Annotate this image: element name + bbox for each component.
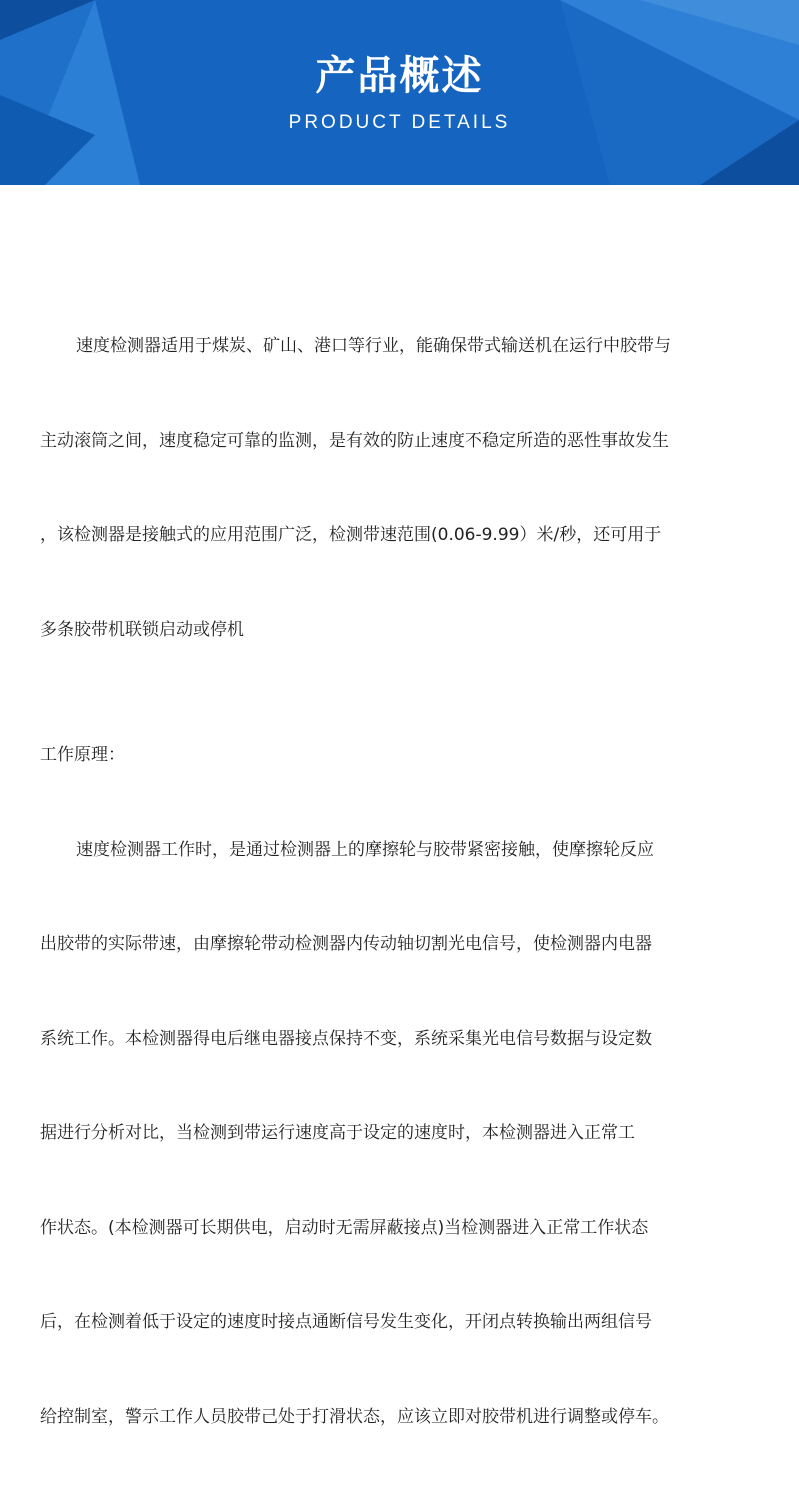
intro-line: 多条胶带机联锁启动或停机 (40, 615, 780, 647)
page-title: 产品概述 (0, 50, 799, 102)
principle-line: 作状态。(本检测器可长期供电，启动时无需屏蔽接点)当检测器进入正常工作状态 (40, 1213, 780, 1245)
intro-line: 速度检测器适用于煤炭、矿山、港口等行业，能确保带式输送机在运行中胶带与 (40, 331, 780, 363)
principle-line: 速度检测器工作时，是通过检测器上的摩擦轮与胶带紧密接触，使摩擦轮反应 (40, 835, 780, 867)
principle-line: 据进行分析对比，当检测到带运行速度高于设定的速度时，本检测器进入正常工 (40, 1118, 780, 1150)
principle-line: 出胶带的实际带速，由摩擦轮带动检测器内传动轴切割光电信号，使检测器内电器 (40, 929, 780, 961)
intro-line: 主动滚筒之间，速度稳定可靠的监测，是有效的防止速度不稳定所造的恶性事故发生 (40, 426, 780, 458)
principle-line: 给控制室，警示工作人员胶带己处于打滑状态，应该立即对胶带机进行调整或停车。 (40, 1402, 780, 1434)
intro-paragraph (40, 268, 780, 709)
product-description (40, 268, 780, 1496)
principle-heading: 工作原理： (40, 740, 780, 772)
intro-line: ，该检测器是接触式的应用范围广泛，检测带速范围(0.06-9.99）米/秒，还可用于 (40, 520, 780, 552)
page-subtitle: PRODUCT DETAILS (0, 110, 799, 136)
principle-line: 系统工作。本检测器得电后继电器接点保持不变，系统采集光电信号数据与设定数 (40, 1024, 780, 1056)
principle-paragraph (40, 772, 780, 1496)
header-banner (0, 0, 799, 185)
principle-line: 后，在检测着低于设定的速度时接点通断信号发生变化，开闭点转换输出两组信号 (40, 1307, 780, 1339)
